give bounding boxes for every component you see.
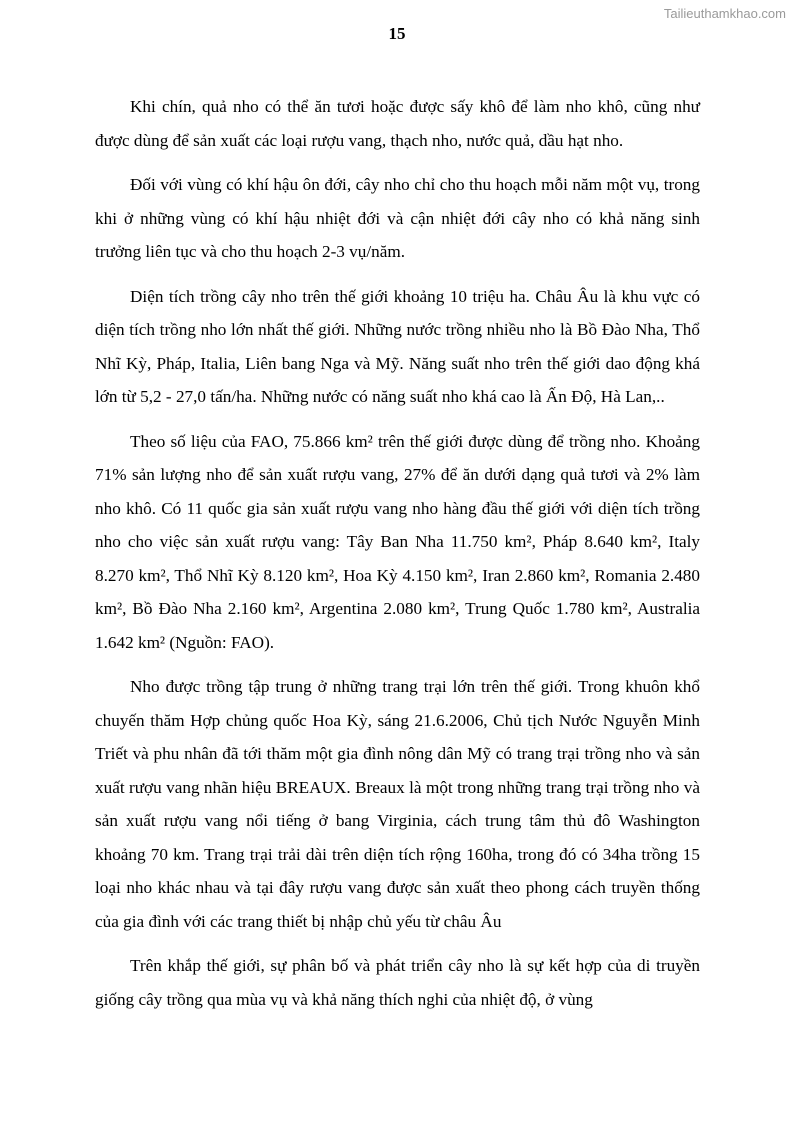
paragraph: Diện tích trồng cây nho trên thế giới khoảng 10 triệu ha. Châu Âu là khu vực có diện tích trồng nho lớn nhất thế giới. Những nước trồng nhiều nho là Bồ Đào Nha, Thổ Nhĩ Kỳ, Pháp, Italia, Liên bang Nga và Mỹ. Năng suất nho trên thế giới dao động khá lớn từ 5,2 - 27,0 tấn/ha. Những nước có năng suất nho khá cao là Ấn Độ, Hà Lan,.. — [95, 286, 700, 406]
paragraph: Đối với vùng có khí hậu ôn đới, cây nho chỉ cho thu hoạch mỗi năm một vụ, trong khi ở những vùng có khí hậu nhiệt đới và cận nhiệt đới cây nho có khả năng sinh trưởng liên tục và cho thu hoạch 2-3 vụ/năm. — [95, 175, 700, 261]
page-number: 15 — [388, 24, 406, 43]
paragraph: Theo số liệu của FAO, 75.866 km² trên thế giới được dùng để trồng nho. Khoảng 71% sản lượng nho để sản xuất rượu vang, 27% để ăn dưới dạng quả tươi và 2% làm nho khô. Có 11 quốc gia sản xuất rượu vang nho hàng đầu thế giới với diện tích trồng nho cho việc sản xuất rượu vang: Tây Ban Nha 11.750 km², Pháp 8.640 km², Italy 8.270 km², Thổ Nhĩ Kỳ 8.120 km², Hoa Kỳ 4.150 km², Iran 2.860 km², Romania 2.480 km², Bồ Đào Nha 2.160 km², Argentina 2.080 km², Trung Quốc 1.780 km², Australia 1.642 km² (Nguồn: FAO). — [95, 431, 700, 652]
paragraph: Trên khắp thế giới, sự phân bố và phát triển cây nho là sự kết hợp của di truyền giống cây trồng qua mùa vụ và khả năng thích nghi của nhiệt độ, ở vùng — [95, 956, 700, 1009]
paragraph: Nho được trồng tập trung ở những trang trại lớn trên thế giới. Trong khuôn khổ chuyến thăm Hợp chủng quốc Hoa Kỳ, sáng 21.6.2006, Chủ tịch Nước Nguyễn Minh Triết và phu nhân đã tới thăm một gia đình nông dân Mỹ có trang trại trồng nho và sản xuất rượu vang nhãn hiệu BREAUX. Breaux là một trong những trang trại trồng nho và sản xuất rượu vang nổi tiếng ở bang Virginia, cách trung tâm thủ đô Washington khoảng 70 km. Trang trại trải dài trên diện tích rộng 160ha, trong đó có 34ha trồng 15 loại nho khác nhau và tại đây rượu vang được sản xuất theo phong cách truyền thống của gia đình với các trang thiết bị nhập chủ yếu từ châu Âu — [95, 677, 700, 931]
paragraph: Khi chín, quả nho có thể ăn tươi hoặc được sấy khô để làm nho khô, cũng như được dùng để sản xuất các loại rượu vang, thạch nho, nước quả, dầu hạt nho. — [95, 97, 700, 150]
body-text — [95, 90, 700, 1027]
watermark: Tailieuthamkhao.com — [663, 6, 786, 21]
